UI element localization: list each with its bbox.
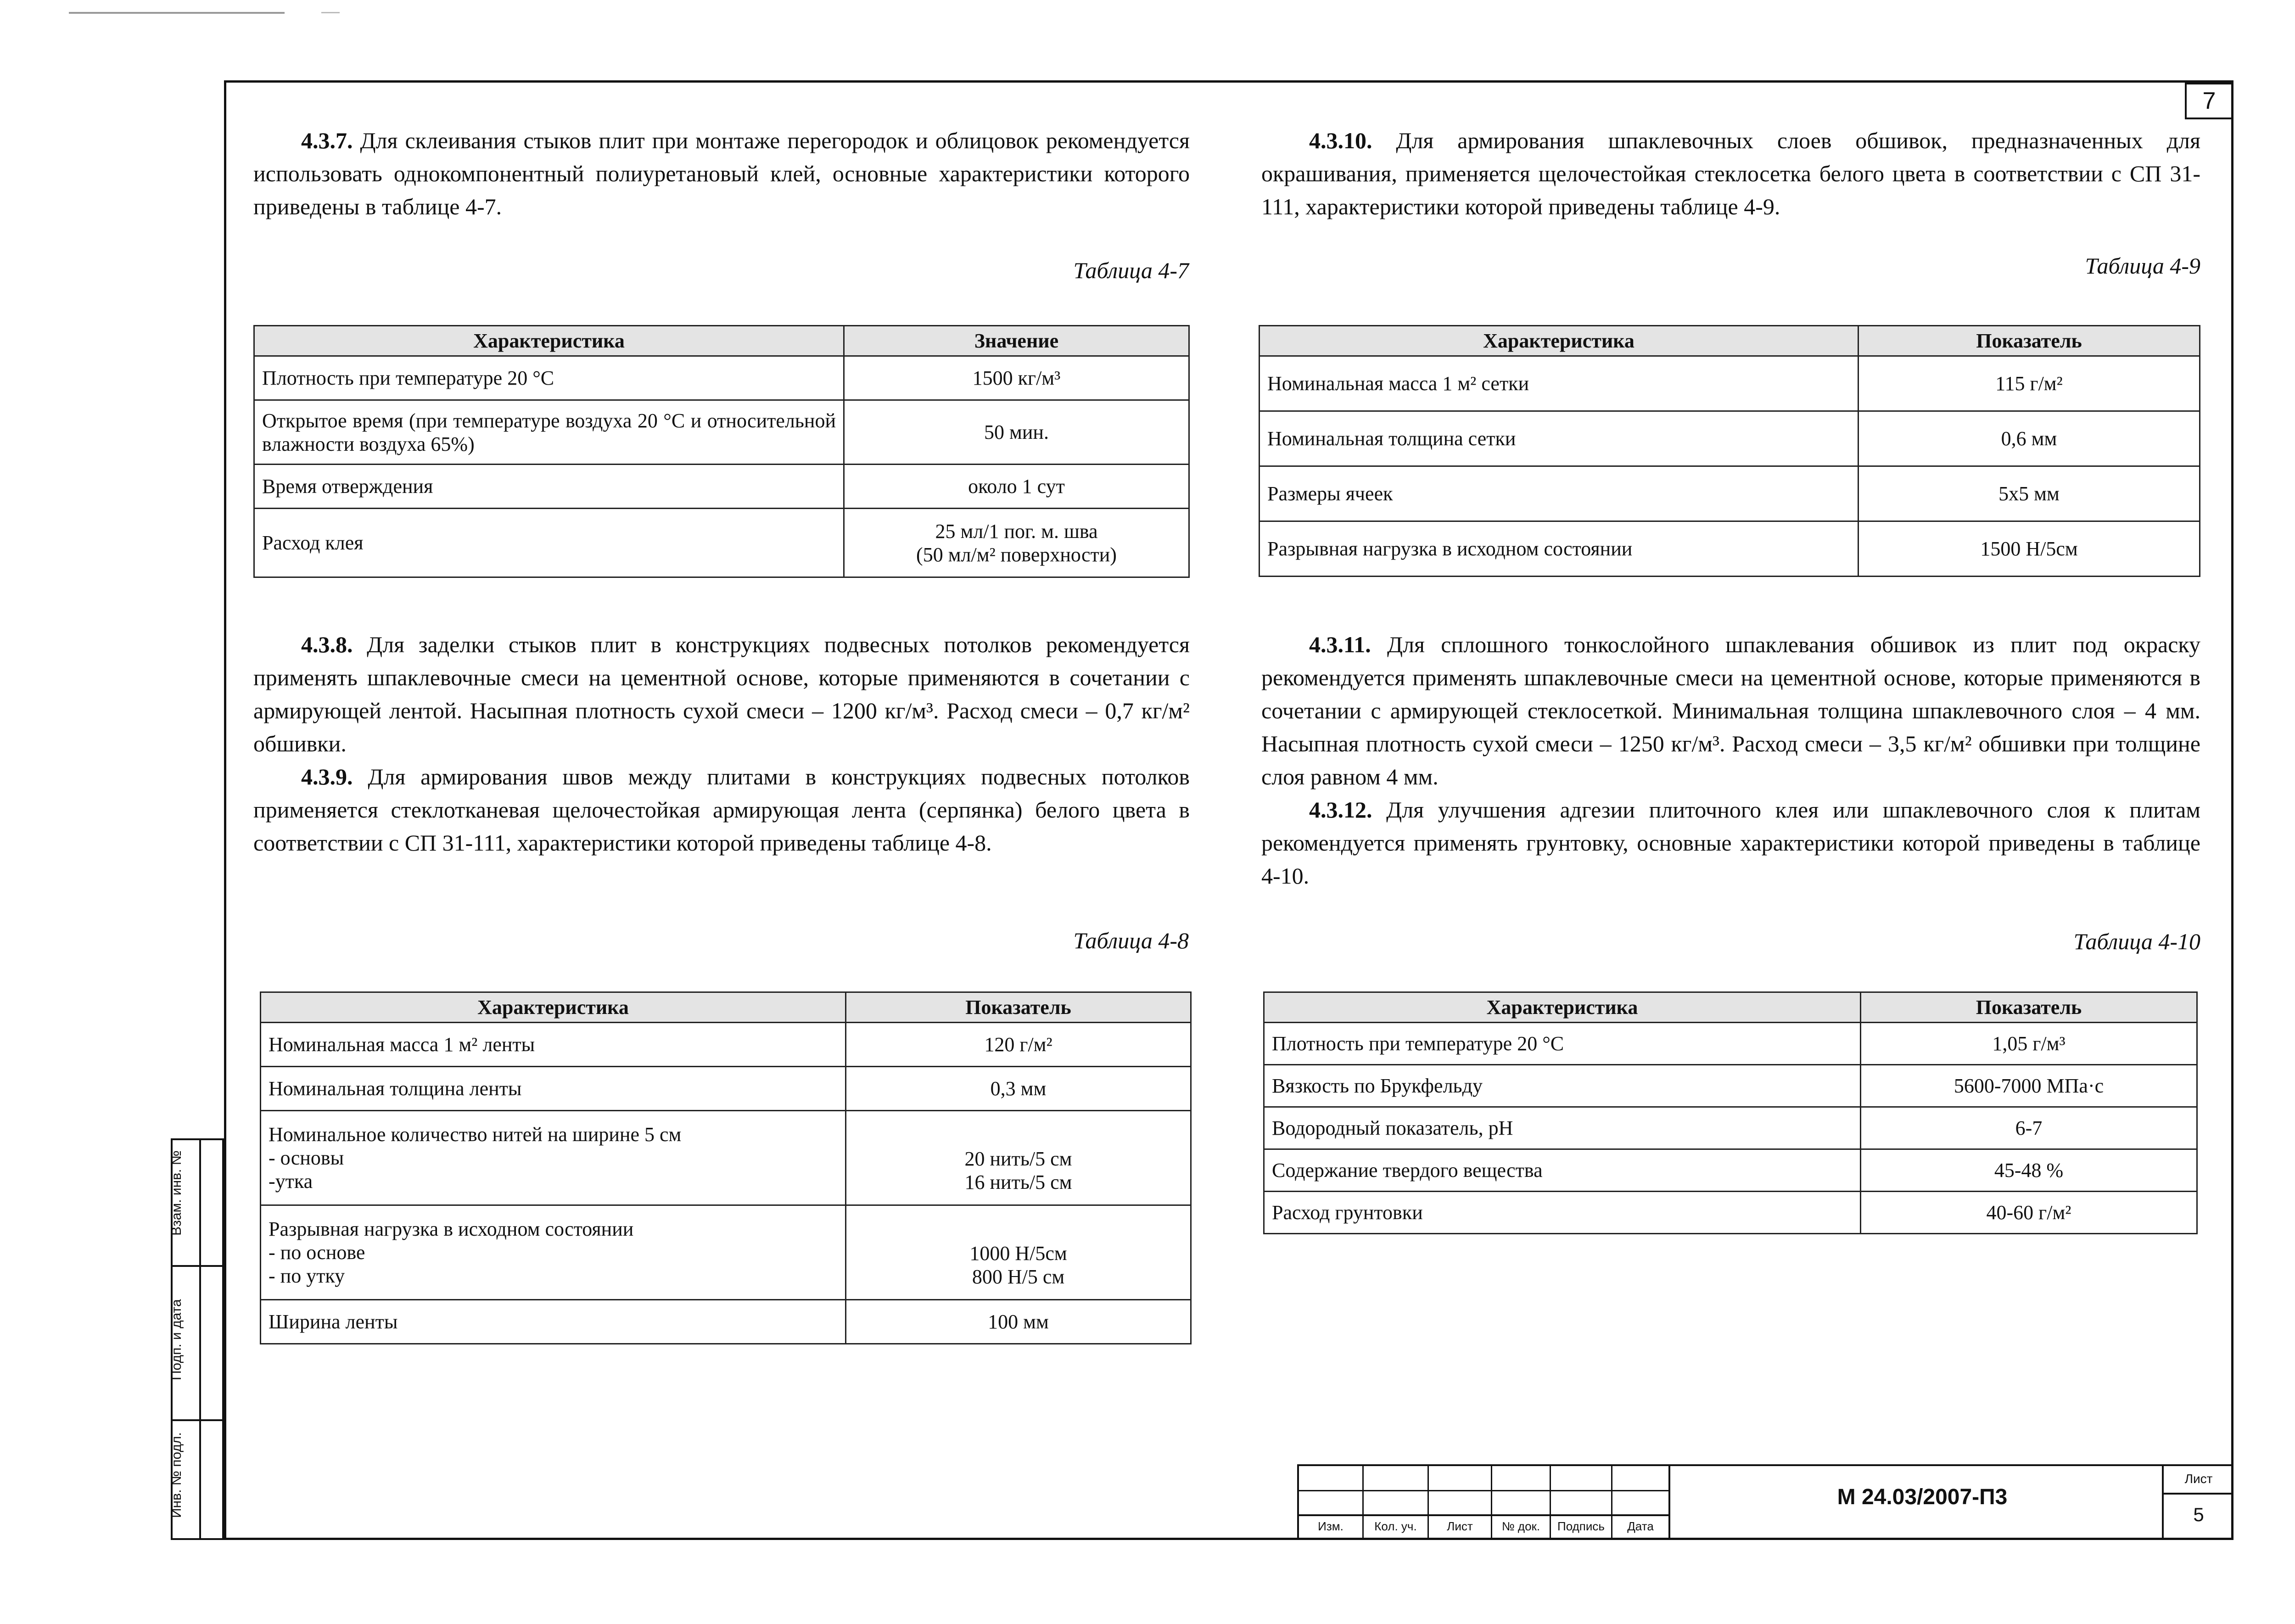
table-row xyxy=(261,1111,1191,1205)
table-cell xyxy=(844,509,1189,577)
table-cell: Водородный показатель, pH xyxy=(1264,1107,1861,1149)
stamp-sheet-value: 5 xyxy=(2193,1504,2204,1525)
cell-line: Номинальное количество нитей на ширине 5 см xyxy=(269,1123,682,1146)
table-cell: Вязкость по Брукфельду xyxy=(1264,1065,1861,1107)
table-row xyxy=(1264,1192,2197,1234)
table-cell: Время отверждения xyxy=(254,465,844,509)
document-code: М 24.03/2007-П3 xyxy=(1837,1485,2008,1509)
table-cell: Номинальная толщина сетки xyxy=(1259,411,1858,466)
side-label-inv: Инв. № подл. xyxy=(169,1432,184,1518)
side-label-vzam: Взам. инв. № xyxy=(169,1150,184,1236)
table-row xyxy=(254,400,1189,465)
stamp-col-kol: Кол. уч. xyxy=(1374,1519,1417,1533)
table-cell: 120 г/м² xyxy=(846,1023,1191,1067)
table-cell: Ширина ленты xyxy=(261,1300,846,1344)
caption-table-4-7: Таблица 4-7 xyxy=(1073,258,1189,283)
table-cell: Номинальная масса 1 м² сетки xyxy=(1259,356,1858,411)
table-header: Характеристика xyxy=(1259,326,1858,356)
cell-line: 16 нить/5 см xyxy=(964,1170,1072,1193)
cell-line: -утка xyxy=(269,1170,313,1193)
table-row xyxy=(1264,1023,2197,1065)
table-cell: 1500 кг/м³ xyxy=(844,356,1189,400)
table-cell: Расход грунтовки xyxy=(1264,1192,1861,1234)
table-cell: Плотность при температуре 20 °С xyxy=(254,356,844,400)
table-cell: Разрывная нагрузка в исходном состоянии xyxy=(1259,521,1858,577)
table-cell xyxy=(261,1205,846,1300)
table-cell: Номинальная толщина ленты xyxy=(261,1067,846,1111)
table-row xyxy=(254,509,1189,577)
paragraph-text: Для сплошного тонкослойного шпаклевания обшивок из плит под окраску рекомендуется применять шпаклевочные смеси на цементной основе, которые применяются в сочетании с армирующей стеклосеткой. Минимальная толщина шпаклевочного слоя – 4 мм. Насыпная плотность сухой смеси – 1250 кг/м³. Расход смеси – 3,5 кг/м² обшивки при толщине слоя равном 4 мм. xyxy=(1261,632,2200,790)
table-cell: Содержание твердого вещества xyxy=(1264,1149,1861,1192)
caption-table-4-10: Таблица 4-10 xyxy=(2073,929,2200,954)
scan-line-top xyxy=(69,12,285,14)
table-cell: Открытое время (при температуре воздуха 20 °С и относительной влажности воздуха 65%) xyxy=(254,400,844,465)
cell-line: 20 нить/5 см xyxy=(964,1147,1072,1170)
cell-line: - по утку xyxy=(269,1265,345,1287)
caption-table-4-9: Таблица 4-9 xyxy=(2085,253,2200,279)
table-cell: Расход клея xyxy=(254,509,844,577)
cell-line: 800 Н/5 см xyxy=(972,1265,1065,1288)
table-cell: 40-60 г/м² xyxy=(1861,1192,2197,1234)
table-header: Характеристика xyxy=(1264,992,1861,1023)
paragraph-4-3-11 xyxy=(1261,628,2200,793)
table-row xyxy=(261,1205,1191,1300)
table-row xyxy=(254,465,1189,509)
table-row xyxy=(1264,1065,2197,1107)
table-cell: 1500 Н/5см xyxy=(1858,521,2200,577)
table-row xyxy=(1264,1107,2197,1149)
stamp-col-doc: № док. xyxy=(1501,1519,1540,1533)
table-cell: 0,6 мм xyxy=(1858,411,2200,466)
stamp-col-list: Лист xyxy=(1447,1519,1473,1533)
cell-line: Разрывная нагрузка в исходном состоянии xyxy=(269,1218,634,1240)
paragraph-text: Для склеивания стыков плит при монтаже перегородок и облицовок рекомендуется использовать однокомпонентный полиуретановый клей, основные характеристики которого приведены в таблице 4-7. xyxy=(253,128,1190,219)
table-cell: 6-7 xyxy=(1861,1107,2197,1149)
caption-table-4-8: Таблица 4-8 xyxy=(1073,928,1189,953)
table-row xyxy=(1259,411,2200,466)
table-cell: 115 г/м² xyxy=(1858,356,2200,411)
cell-line: 1000 Н/5см xyxy=(969,1242,1067,1265)
table-header: Показатель xyxy=(1861,992,2197,1023)
table-row xyxy=(261,1067,1191,1111)
stamp-col-sign: Подпись xyxy=(1557,1519,1605,1533)
table-cell: 1,05 г/м³ xyxy=(1861,1023,2197,1065)
paragraph-4-3-10 xyxy=(1261,124,2200,223)
stamp-sheet-label: Лист xyxy=(2184,1472,2213,1486)
scan-line-top-2 xyxy=(321,12,340,13)
table-header: Характеристика xyxy=(254,326,844,356)
cell-line: - основы xyxy=(269,1147,344,1169)
table-cell: Номинальная масса 1 м² ленты xyxy=(261,1023,846,1067)
cell-line: - по основе xyxy=(269,1241,365,1264)
table-cell: Плотность при температуре 20 °С xyxy=(1264,1023,1861,1065)
paragraph-text: Для заделки стыков плит в конструкциях подвесных потолков рекомендуется применять шпаклевочные смеси на цементной основе, которые применяются в сочетании с армирующей лентой. Насыпная плотность сухой смеси – 1200 кг/м³. Расход смеси – 0,7 кг/м² обшивки. xyxy=(253,632,1190,756)
table-cell xyxy=(846,1205,1191,1300)
table-row xyxy=(1264,1149,2197,1192)
table-row xyxy=(261,1023,1191,1067)
stamp-col-izm: Изм. xyxy=(1318,1519,1343,1533)
paragraph-4-3-9 xyxy=(253,760,1190,859)
table-header: Показатель xyxy=(1858,326,2200,356)
paragraph-number: 4.3.9. xyxy=(301,764,353,790)
table-row xyxy=(254,356,1189,400)
paragraph-4-3-12 xyxy=(1261,793,2200,892)
table-row xyxy=(261,1300,1191,1344)
table-header: Показатель xyxy=(846,992,1191,1023)
table-cell: 45-48 % xyxy=(1861,1149,2197,1192)
side-strip-divider xyxy=(199,1138,201,1540)
stamp-col-date: Дата xyxy=(1627,1519,1654,1533)
table-4-7 xyxy=(253,325,1190,578)
paragraph-number: 4.3.11. xyxy=(1309,632,1371,657)
table-cell xyxy=(846,1111,1191,1205)
side-label-podp: Подп. и дата xyxy=(169,1299,184,1380)
cell-line: 25 мл/1 пог. м. шва xyxy=(935,520,1098,543)
table-row xyxy=(1259,521,2200,577)
table-cell: 5600-7000 МПа·с xyxy=(1861,1065,2197,1107)
table-header: Характеристика xyxy=(261,992,846,1023)
paragraph-4-3-7 xyxy=(253,124,1190,223)
table-row xyxy=(1259,466,2200,521)
table-cell: около 1 сут xyxy=(844,465,1189,509)
paragraph-text: Для улучшения адгезии плиточного клея или шпаклевочного слоя к плитам рекомендуется применять грунтовку, основные характеристики которой приведены в таблице 4-10. xyxy=(1261,797,2200,889)
paragraph-4-3-8 xyxy=(253,628,1190,760)
table-4-9 xyxy=(1259,325,2200,577)
cell-line: (50 мл/м² поверхности) xyxy=(916,543,1117,566)
stamp-sheet-cell xyxy=(2162,1466,2233,1540)
table-cell: 0,3 мм xyxy=(846,1067,1191,1111)
table-cell: Размеры ячеек xyxy=(1259,466,1858,521)
title-block xyxy=(1297,1464,2233,1540)
table-cell: 100 мм xyxy=(846,1300,1191,1344)
table-cell xyxy=(261,1111,846,1205)
paragraph-number: 4.3.8. xyxy=(301,632,353,657)
paragraph-text: Для армирования шпаклевочных слоев обшивок, предназначенных для окрашивания, применяется щелочестойкая стеклосетка белого цвета в соответствии с СП 31-111, характеристики которой приведены таблице 4-9. xyxy=(1261,128,2201,219)
paragraph-number: 4.3.10. xyxy=(1309,128,1372,153)
table-row xyxy=(1259,356,2200,411)
table-cell: 50 мин. xyxy=(844,400,1189,465)
table-header: Значение xyxy=(844,326,1189,356)
table-cell: 5х5 мм xyxy=(1858,466,2200,521)
sheet-number-box xyxy=(2185,83,2233,119)
table-4-10 xyxy=(1263,991,2198,1234)
paragraph-text: Для армирования швов между плитами в конструкциях подвесных потолков применяется стеклотканевая щелочестойкая армирующая лента (серпянка) белого цвета в соответствии с СП 31-111, характеристики которой приведены таблице 4-8. xyxy=(253,764,1190,856)
table-4-8 xyxy=(260,991,1192,1344)
paragraph-number: 4.3.7. xyxy=(301,128,353,153)
sheet-number: 7 xyxy=(2202,88,2216,114)
paragraph-number: 4.3.12. xyxy=(1309,797,1372,823)
